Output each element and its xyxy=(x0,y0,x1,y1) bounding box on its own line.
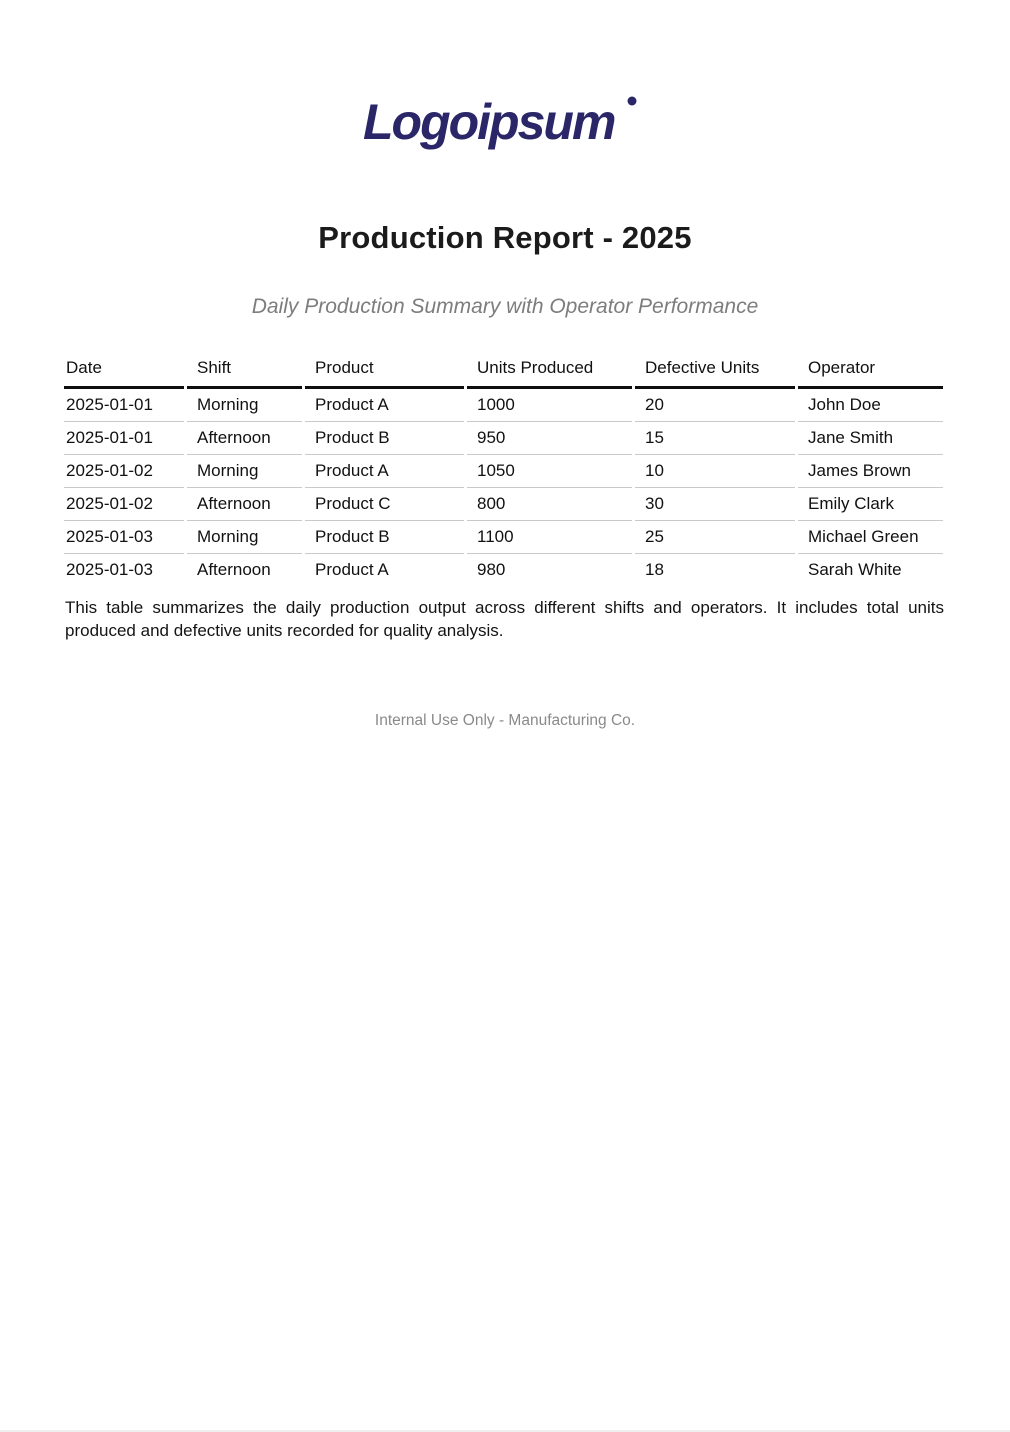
cell-defective: 30 xyxy=(635,488,795,521)
cell-units: 1100 xyxy=(467,521,632,554)
cell-date: 2025-01-01 xyxy=(64,389,184,422)
cell-shift: Morning xyxy=(187,521,302,554)
cell-units: 980 xyxy=(477,560,506,579)
cell-shift: Morning xyxy=(187,455,302,488)
table-row xyxy=(64,521,943,554)
column-header-units: Units Produced xyxy=(467,352,632,389)
cell-operator: Sarah White xyxy=(808,560,902,579)
cell-operator: James Brown xyxy=(798,455,943,488)
cell-date: 2025-01-03 xyxy=(66,560,153,579)
table-row xyxy=(64,389,943,422)
cell-date: 2025-01-01 xyxy=(64,422,184,455)
cell-operator: John Doe xyxy=(798,389,943,422)
column-header-product: Product xyxy=(305,352,464,389)
logo-dot xyxy=(628,97,637,106)
cell-operator: Jane Smith xyxy=(798,422,943,455)
cell-operator: Emily Clark xyxy=(798,488,943,521)
cell-units: 1000 xyxy=(467,389,632,422)
cell-shift: Morning xyxy=(187,389,302,422)
production-table-container xyxy=(61,352,949,586)
cell-operator: Michael Green xyxy=(798,521,943,554)
table-row xyxy=(64,422,943,455)
page-subtitle: Daily Production Summary with Operator Performance xyxy=(251,295,759,318)
cell-date: 2025-01-02 xyxy=(64,455,184,488)
cell-defective: 20 xyxy=(635,389,795,422)
cell-defective: 18 xyxy=(645,560,664,579)
column-header-date: Date xyxy=(64,352,184,389)
cell-shift: Afternoon xyxy=(187,488,302,521)
table-row xyxy=(64,455,943,488)
company-logo xyxy=(0,90,1010,161)
production-table xyxy=(61,352,946,586)
cell-units: 1050 xyxy=(467,455,632,488)
cell-product: Product A xyxy=(305,455,464,488)
cell-product: Product B xyxy=(305,521,464,554)
cell-product: Product C xyxy=(305,488,464,521)
footer-note: Internal Use Only - Manufacturing Co. xyxy=(374,712,636,729)
logo-text: Logoipsum xyxy=(363,94,615,150)
cell-defective: 10 xyxy=(635,455,795,488)
cell-units: 800 xyxy=(467,488,632,521)
table-row xyxy=(64,488,943,521)
column-header-shift: Shift xyxy=(187,352,302,389)
cell-date: 2025-01-02 xyxy=(64,488,184,521)
cell-defective: 15 xyxy=(635,422,795,455)
cell-product: Product A xyxy=(315,560,389,579)
cell-date: 2025-01-03 xyxy=(64,521,184,554)
column-header-operator: Operator xyxy=(798,352,943,389)
logo-graphic xyxy=(355,90,655,156)
table-row xyxy=(64,554,943,586)
cell-shift: Afternoon xyxy=(187,422,302,455)
column-header-defective: Defective Units xyxy=(635,352,795,389)
cell-product: Product B xyxy=(305,422,464,455)
summary-paragraph: This table summarizes the daily production output across different shifts and operators. It includes total units produced and defective units recorded for quality analysis. xyxy=(65,598,944,640)
cell-units: 950 xyxy=(467,422,632,455)
cell-shift: Afternoon xyxy=(197,560,271,579)
page-title: Production Report - 2025 xyxy=(318,220,692,255)
table-header-row xyxy=(64,352,943,389)
cell-defective: 25 xyxy=(635,521,795,554)
cell-product: Product A xyxy=(305,389,464,422)
